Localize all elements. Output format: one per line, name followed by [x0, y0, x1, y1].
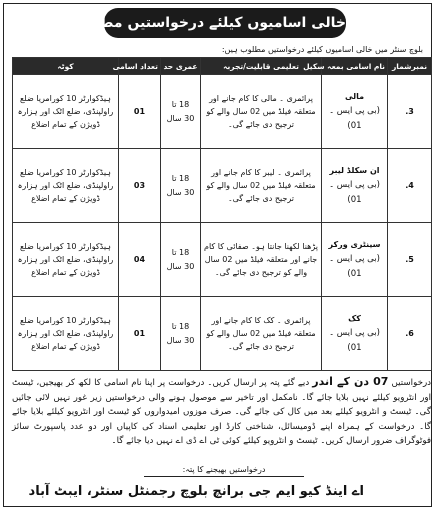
post-name: کک: [348, 314, 361, 323]
age-cell: [161, 149, 201, 223]
quota-cell: ہیڈکوارٹر 10 کورامریا ضلع راولپنڈی، ضلع اٹک اور ہزارہ ڈویژن کے تمام اضلاع: [13, 75, 119, 149]
quota-cell: ہیڈکوارٹر 10 کورامریا ضلع راولپنڈی، ضلع اٹک اور ہزارہ ڈویژن کے تمام اضلاع: [13, 149, 119, 223]
serial-cell: 4.: [388, 149, 432, 223]
age-range: 18 تا: [171, 247, 190, 257]
serial-cell: 5.: [388, 223, 432, 297]
post-name: سینٹری ورکر: [328, 240, 381, 249]
post-name: مالی: [344, 92, 365, 101]
age-range: 18 تا: [171, 173, 190, 183]
deadline-days: 07 دن کے اندر: [312, 375, 389, 388]
age-max: 30 سال: [166, 113, 195, 123]
serial-cell: 3.: [388, 75, 432, 149]
intro-text: بلوچ سنٹر میں خالی اسامیوں کیلئے درخواستیں مطلوب ہیں:: [221, 45, 423, 54]
age-range: 18 تا: [171, 321, 190, 331]
post-grade: (بی پی ایس ۔ 01): [329, 106, 380, 131]
post-cell: [322, 223, 388, 297]
table-header-row: [13, 58, 432, 75]
divider: [144, 476, 304, 477]
quota-cell: ہیڈکوارٹر 10 کورامریا ضلع راولپنڈی، ضلع اٹک اور ہزارہ ڈویژن کے تمام اضلاع: [13, 223, 119, 297]
mailing-address: اے اینڈ کیو ایم جی برانچ بلوچ رجمنٹل سنٹر، ایبٹ آباد: [28, 484, 364, 499]
header-age: عمری حد: [161, 58, 201, 75]
instructions-paragraph: [12, 375, 431, 463]
header-qualification: تعلیمی قابلیت/تجربہ: [201, 58, 322, 75]
serial-cell: 6.: [388, 297, 432, 371]
age-cell: [161, 297, 201, 371]
age-cell: [161, 223, 201, 297]
post-grade: (بی پی ایس ۔ 01): [329, 254, 380, 279]
post-name: ان سکلڈ لیبر: [329, 166, 380, 175]
qualification-cell: پرائمری ۔ کک کا کام جانے اور متعلقہ فیلڈ میں 02 سال والے کو ترجیح دی جائے گی۔: [201, 297, 322, 371]
post-cell: [322, 149, 388, 223]
post-cell: [322, 75, 388, 149]
count-cell: 04: [119, 223, 161, 297]
age-cell: [161, 75, 201, 149]
age-max: 30 سال: [166, 335, 195, 345]
table-row: [13, 75, 432, 149]
count-cell: 03: [119, 149, 161, 223]
table-row: [13, 223, 432, 297]
count-cell: 01: [119, 75, 161, 149]
notes-lead: درخواستیں: [391, 378, 432, 388]
apply-address-label: درخواستیں بھیجنے کا پتہ:: [182, 465, 266, 474]
post-cell: [322, 297, 388, 371]
table-row: [13, 297, 432, 371]
header-quota: کوٹہ: [13, 58, 119, 75]
header-post: نام اسامی بمعہ سکیل: [322, 58, 388, 75]
age-range: 18 تا: [171, 99, 190, 109]
count-cell: 01: [119, 297, 161, 371]
qualification-cell: پرائمری ۔ مالی کا کام جانے اور متعلقہ فیلڈ میں 02 سال والے کو ترجیح دی جائے گی۔: [201, 75, 322, 149]
qualification-cell: پڑھنا لکھنا جانتا ہو۔ صفائی کا کام جانے اور متعلقہ فیلڈ میں 02 سال والے کو ترجیح دی جائے گی۔: [201, 223, 322, 297]
post-grade: (بی پی ایس ۔ 01): [329, 328, 380, 353]
advertisement-sheet: [3, 3, 432, 507]
notes-body: دیے گئے پتہ پر ارسال کریں۔ درخواست پر اپنا نام اسامی کا لکھ کر بھیجیں، ٹیسٹ اور انٹرویو کیلئے نہیں بلایا جائے گا۔ نامکمل اور تاخیر سے موصول ہونے والی درخواستیں زیر غور نہیں لائی جائیں گی۔ ٹیسٹ و انٹرویو کیلئے بعد میں کال کی جائے گی۔ صرف موزوں امیدواروں کو ٹیسٹ اور انٹرویو کیلئے بلایا جائے گا۔ درخواست کے ہمراہ اپنے ڈومیسائل، شناختی کارڈ اور تعلیمی اسناد کی کاپیاں اور دو عدد پاسپورٹ سائز فوٹوگراف ضرور ارسال کریں۔ ٹیسٹ و انٹرویو کیلئے کوئی ٹی اے ڈی اے نہیں دیا جائے گا۔: [12, 378, 431, 446]
header-serial: نمبرشمار: [388, 58, 432, 75]
table-row: [13, 149, 432, 223]
page-title: خالی اسامیوں کیلئے درخواستیں مطلوب ہیں: [104, 8, 346, 38]
vacancy-table: [12, 57, 432, 371]
age-max: 30 سال: [166, 187, 195, 197]
age-max: 30 سال: [166, 261, 195, 271]
qualification-cell: پرائمری ۔ لیبر کا کام جانے اور متعلقہ فیلڈ میں 02 سال والے کو ترجیح دی جائے گی۔: [201, 149, 322, 223]
post-grade: (بی پی ایس ۔ 01): [329, 180, 380, 205]
header-count: تعداد اسامی: [119, 58, 161, 75]
quota-cell: ہیڈکوارٹر 10 کورامریا ضلع راولپنڈی، ضلع اٹک اور ہزارہ ڈویژن کے تمام اضلاع: [13, 297, 119, 371]
